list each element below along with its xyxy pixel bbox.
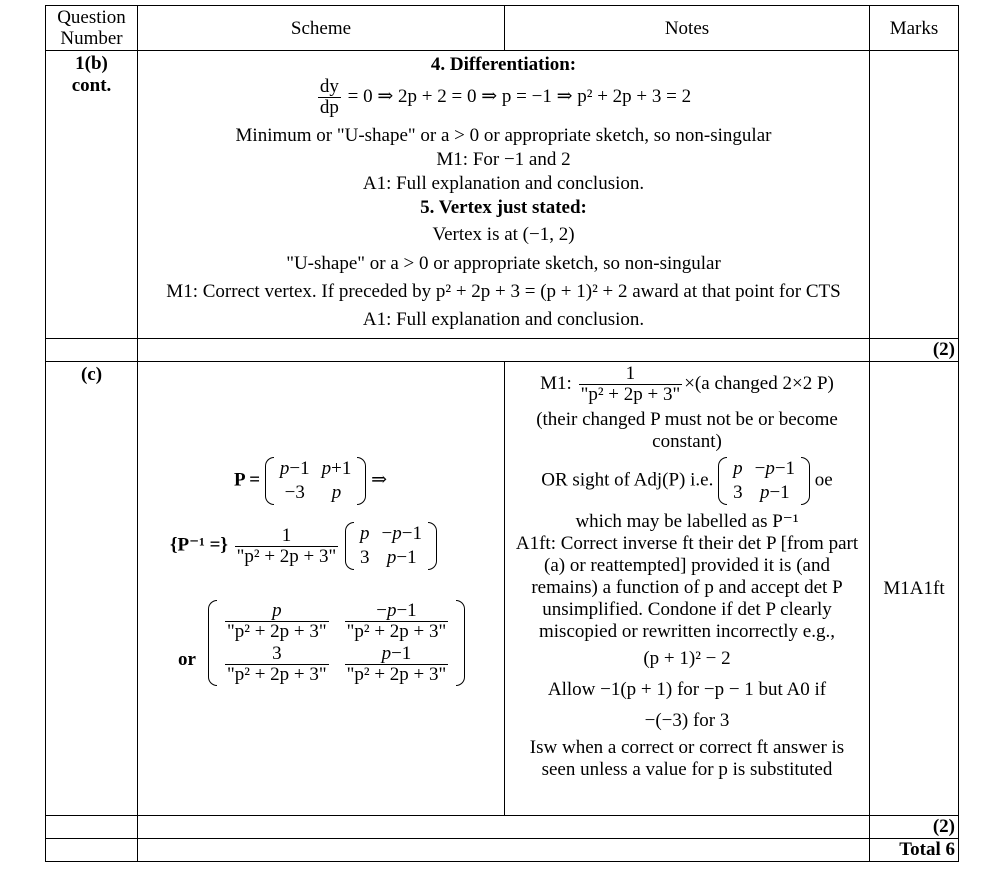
p-matrix: p−1 p+1 −3 p bbox=[265, 457, 366, 505]
adj-matrix-note: p −p−1 3 p−1 bbox=[718, 457, 810, 505]
part-b-marks: (2) bbox=[870, 339, 959, 362]
empty-cell bbox=[46, 816, 138, 839]
implies-symbol: ⇒ bbox=[371, 469, 387, 491]
dy-dp-fraction bbox=[318, 77, 341, 118]
p-label: P = bbox=[234, 469, 261, 491]
empty-cell bbox=[46, 839, 138, 862]
their-changed-note: (their changed P must not be or become constant) bbox=[536, 409, 838, 452]
part-c-marks-row bbox=[46, 816, 959, 839]
inverse-line bbox=[170, 522, 437, 570]
qnum-c: (c) bbox=[46, 362, 138, 816]
total-row bbox=[46, 839, 959, 862]
total-marks: Total 6 bbox=[870, 839, 959, 862]
full-inverse-matrix bbox=[208, 600, 465, 686]
ushape-line: "U-shape" or a > 0 or appropriate sketch, so non-singular bbox=[286, 253, 721, 274]
m1-prefix: M1: bbox=[540, 372, 572, 394]
part-c-notes bbox=[505, 362, 870, 816]
or-label: or bbox=[178, 649, 196, 670]
m1-vertex-line: M1: Correct vertex. If preceded by p² + 2p + 3 = (p + 1)² + 2 award at that point for CTS bbox=[166, 281, 841, 302]
inverse-fraction bbox=[235, 526, 339, 567]
header-notes: Notes bbox=[505, 6, 870, 51]
dp-text: dp bbox=[319, 97, 339, 118]
numerator-one: 1 bbox=[235, 526, 339, 547]
full-matrix: $\frac{p}{\text{"p² + 2p + 3"}}$ $\frac{-p-1}{\text{"p² + 2p + 3"}}$ $\frac{3}{\text{"p² + 2p + 3"}}$ $\frac{p-1}{\text{"p² + 2p + 3"}}$ bbox=[208, 600, 465, 686]
p-inverse-label: {P⁻¹ =} bbox=[170, 534, 228, 556]
diff-equation-text: = 0 ⇒ 2p + 2 = 0 ⇒ p = −1 ⇒ p² + 2p + 3 = 2 bbox=[347, 85, 692, 107]
qnum-1b bbox=[46, 51, 138, 339]
dy-text: dy bbox=[319, 76, 339, 97]
det-expression: "p² + 2p + 3" bbox=[580, 384, 681, 405]
part-b-marks-empty bbox=[870, 51, 959, 339]
minimum-line: Minimum or "U-shape" or a > 0 or appropriate sketch, so non-singular bbox=[235, 125, 772, 146]
empty-cell bbox=[46, 339, 138, 362]
m1-note bbox=[513, 364, 861, 405]
part-b-row bbox=[46, 51, 959, 339]
mark-scheme-table bbox=[45, 5, 959, 862]
det-expression: "p² + 2p + 3" bbox=[236, 545, 337, 567]
or-sight-note bbox=[513, 457, 861, 505]
det-expression: "p² + 2p + 3" bbox=[346, 664, 447, 685]
part-c-row bbox=[46, 362, 959, 816]
a1ft-note: A1ft: Correct inverse ft their det P [from part (a) or reattempted] provided it is (and remains) a function of p and accept det P unsimplified. Condone if det P clearly miscopied or rewritten incorrectly e.g., bbox=[515, 533, 859, 642]
header-row bbox=[46, 6, 959, 51]
header-scheme: Scheme bbox=[138, 6, 505, 51]
part-c-marks: (2) bbox=[870, 816, 959, 839]
adj-matrix: p −p−1 3 p−1 bbox=[345, 522, 437, 570]
part-b-scheme bbox=[138, 51, 870, 339]
p-matrix-line bbox=[234, 457, 387, 505]
empty-cell bbox=[138, 816, 870, 839]
empty-cell bbox=[138, 339, 870, 362]
m1-suffix: ×(a changed 2×2 P) bbox=[684, 372, 834, 394]
part-c-marks-award: M1A1ft bbox=[870, 362, 959, 816]
det-expression: "p² + 2p + 3" bbox=[346, 621, 447, 642]
allow-note-2: −(−3) for 3 bbox=[644, 710, 730, 731]
det-expression: "p² + 2p + 3" bbox=[227, 664, 327, 685]
oe-text: oe bbox=[814, 469, 833, 491]
isw-note: Isw when a correct or correct ft answer is seen unless a value for p is substituted bbox=[529, 737, 845, 780]
qnum-1b-line2: cont. bbox=[71, 75, 112, 96]
heading-vertex: 5. Vertex just stated: bbox=[420, 197, 587, 218]
part-c-scheme bbox=[138, 362, 505, 816]
m1-fraction bbox=[579, 364, 683, 405]
part-b-marks-row bbox=[46, 339, 959, 362]
m1-line: M1: For −1 and 2 bbox=[436, 149, 571, 170]
empty-cell bbox=[138, 839, 870, 862]
example-note: (p + 1)² − 2 bbox=[643, 648, 731, 669]
labelled-note: which may be labelled as P⁻¹ bbox=[575, 511, 799, 532]
vertex-line: Vertex is at (−1, 2) bbox=[432, 224, 575, 245]
a1-line-2: A1: Full explanation and conclusion. bbox=[362, 309, 645, 330]
allow-note-1: Allow −1(p + 1) for −p − 1 but A0 if bbox=[547, 679, 827, 700]
qnum-1b-line1: 1(b) bbox=[75, 53, 108, 74]
header-marks: Marks bbox=[870, 6, 959, 51]
numerator-one: 1 bbox=[579, 364, 683, 385]
a1-line: A1: Full explanation and conclusion. bbox=[362, 173, 645, 194]
or-sight-text: OR sight of Adj(P) i.e. bbox=[541, 469, 714, 491]
det-expression: "p² + 2p + 3" bbox=[227, 621, 327, 642]
header-question-number: Question Number bbox=[46, 6, 138, 51]
differentiation-equation bbox=[138, 77, 869, 118]
heading-differentiation: 4. Differentiation: bbox=[430, 54, 577, 75]
